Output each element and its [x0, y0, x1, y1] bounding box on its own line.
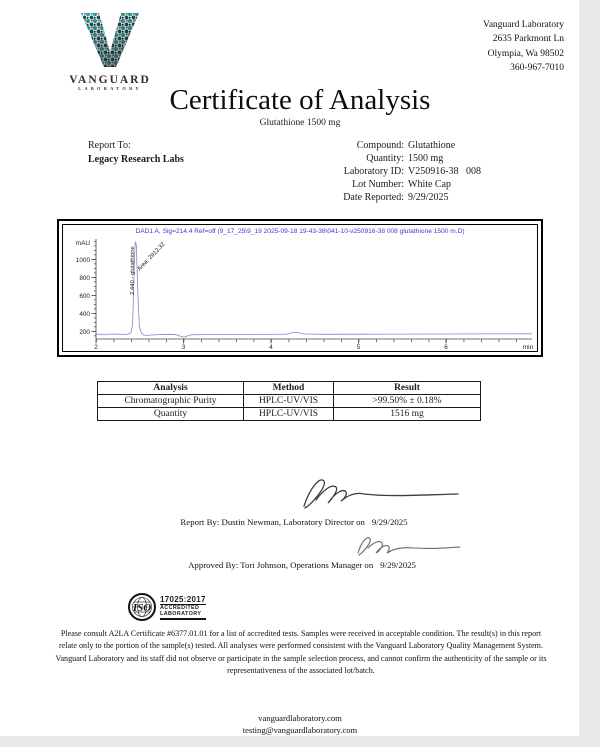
- x-tick-label: 5: [356, 344, 361, 351]
- footer-website: vanguardlaboratory.com: [258, 713, 342, 723]
- sample-info-block: [280, 139, 481, 204]
- cell-analysis: Chromatographic Purity: [98, 395, 244, 408]
- y-major-ticks: [92, 259, 97, 331]
- col-header-result: Result: [334, 382, 481, 395]
- col-header-method: Method: [244, 382, 334, 395]
- report-by-line: [0, 517, 594, 527]
- report-by-text: Report By: Dustin Newman, Laboratory Director on: [180, 517, 365, 527]
- peak-retention-label: 2.440 - glutathione: [129, 246, 136, 295]
- cell-analysis: Quantity: [98, 408, 244, 421]
- iso-accreditation-text: [160, 595, 206, 620]
- iso-globe-icon: [127, 592, 157, 622]
- report-to-block: [88, 139, 184, 166]
- address-line: Vanguard Laboratory: [483, 20, 564, 30]
- x-tick-label: 4: [269, 344, 273, 351]
- cell-method: HPLC-UV/VIS: [244, 408, 334, 421]
- peak-area-label: Area: 2912.32: [136, 241, 167, 273]
- chromatogram-trace: [96, 242, 532, 338]
- sample-info-row: [280, 178, 481, 191]
- manager-signature-icon: [348, 531, 468, 561]
- logo-sub-text: LABORATORY: [78, 86, 142, 91]
- iso-standard-line: 17025:2017: [160, 594, 206, 604]
- address-line: Olympia, Wa 98502: [487, 48, 564, 59]
- cell-result: >99.50% ± 0.18%: [334, 395, 481, 408]
- vanguard-v-logo-icon: [79, 12, 141, 68]
- field-label: Date Reported:: [343, 192, 404, 204]
- footer-email: testing@vanguardlaboratory.com: [242, 725, 358, 736]
- company-logo: [55, 12, 165, 91]
- y-tick-label: 400: [79, 310, 90, 318]
- sample-info-row: [280, 165, 481, 178]
- iso-accredited-line: ACCREDITED: [160, 604, 200, 611]
- field-value: 1500 mg: [408, 153, 444, 165]
- table-row: [98, 408, 481, 421]
- approved-by-line: [2, 560, 600, 570]
- field-value: 9/29/2025: [408, 192, 449, 204]
- y-tick-label: 200: [79, 328, 90, 336]
- sample-info-row: [280, 152, 481, 165]
- x-tick-label: 2: [94, 344, 98, 351]
- results-table: [97, 381, 481, 421]
- disclaimer-text: Please consult A2LA Certificate #6377.01.01 for a list of accredited tests. Samples were received in acceptable condition. The result(s) in this report relate only to the portion of the sample(s) tested. All analyses were performed consistent with the Vanguard Laboratory Quality Management System. Vanguard Laboratory and its staff did not observe or participate in the sample selection process, and cannot confirm the authenticity of the sample or its representativeness of the associated lot/batch.: [55, 629, 547, 675]
- cell-method: HPLC-UV/VIS: [244, 395, 334, 408]
- iso-laboratory-line: LABORATORY: [160, 610, 202, 617]
- report-by-date: 9/29/2025: [371, 517, 408, 527]
- field-label: Laboratory ID:: [343, 166, 404, 178]
- hplc-chromatogram-chart: [63, 225, 537, 351]
- x-tick-label: 6: [444, 344, 448, 351]
- chart-title: DAD1 A, Sig=214.4 Ref=off (9_17_25\9_19 2025-09-18 19-43-38\041-10-v250916-38 008 glutathione 1500 m.D): [135, 228, 465, 235]
- field-label: Quantity:: [366, 153, 404, 165]
- field-value: V250916-38 008: [408, 166, 482, 178]
- x-axis-unit-label: min: [522, 344, 534, 351]
- footer-contact: [50, 712, 550, 737]
- client-name: Legacy Research Labs: [88, 153, 184, 165]
- approved-by-date: 9/29/2025: [380, 560, 416, 570]
- x-tick-label: 3: [181, 344, 186, 351]
- field-value: White Cap: [408, 179, 452, 191]
- y-tick-label: 600: [79, 292, 90, 300]
- chromatogram-panel: [57, 219, 543, 357]
- field-label: Compound:: [356, 140, 404, 151]
- field-value: Glutathione: [408, 140, 456, 151]
- address-line: 2635 Parkmont Ln: [492, 34, 564, 45]
- approved-by-text: Approved By: Tori Johnson, Operations Manager on: [188, 560, 374, 570]
- iso-badge-text: ISO: [132, 602, 152, 614]
- iso-accreditation-badge: [127, 592, 206, 622]
- field-label: Lot Number:: [352, 179, 404, 191]
- cell-result: 1516 mg: [334, 408, 481, 421]
- scan-edge-bottom: [0, 736, 600, 747]
- director-signature-icon: [290, 474, 470, 514]
- logo-brand-text: VANGUARD: [69, 74, 151, 86]
- sample-info-row: [280, 191, 481, 204]
- y-tick-label: 800: [79, 274, 90, 282]
- address-line: 360-967-7010: [510, 62, 564, 73]
- document-subtitle: Glutathione 1500 mg: [259, 118, 341, 128]
- table-row: [98, 395, 481, 408]
- y-tick-label: 1000: [75, 256, 90, 264]
- sample-info-row: [280, 139, 481, 152]
- report-to-label: Report To:: [88, 140, 131, 151]
- y-axis-unit-label: mAU: [75, 240, 90, 247]
- lab-address-block: [483, 18, 564, 75]
- col-header-analysis: Analysis: [98, 382, 244, 395]
- document-title: Certificate of Analysis: [169, 84, 431, 116]
- table-header-row: [98, 382, 481, 395]
- chromatogram-plot: [62, 224, 538, 352]
